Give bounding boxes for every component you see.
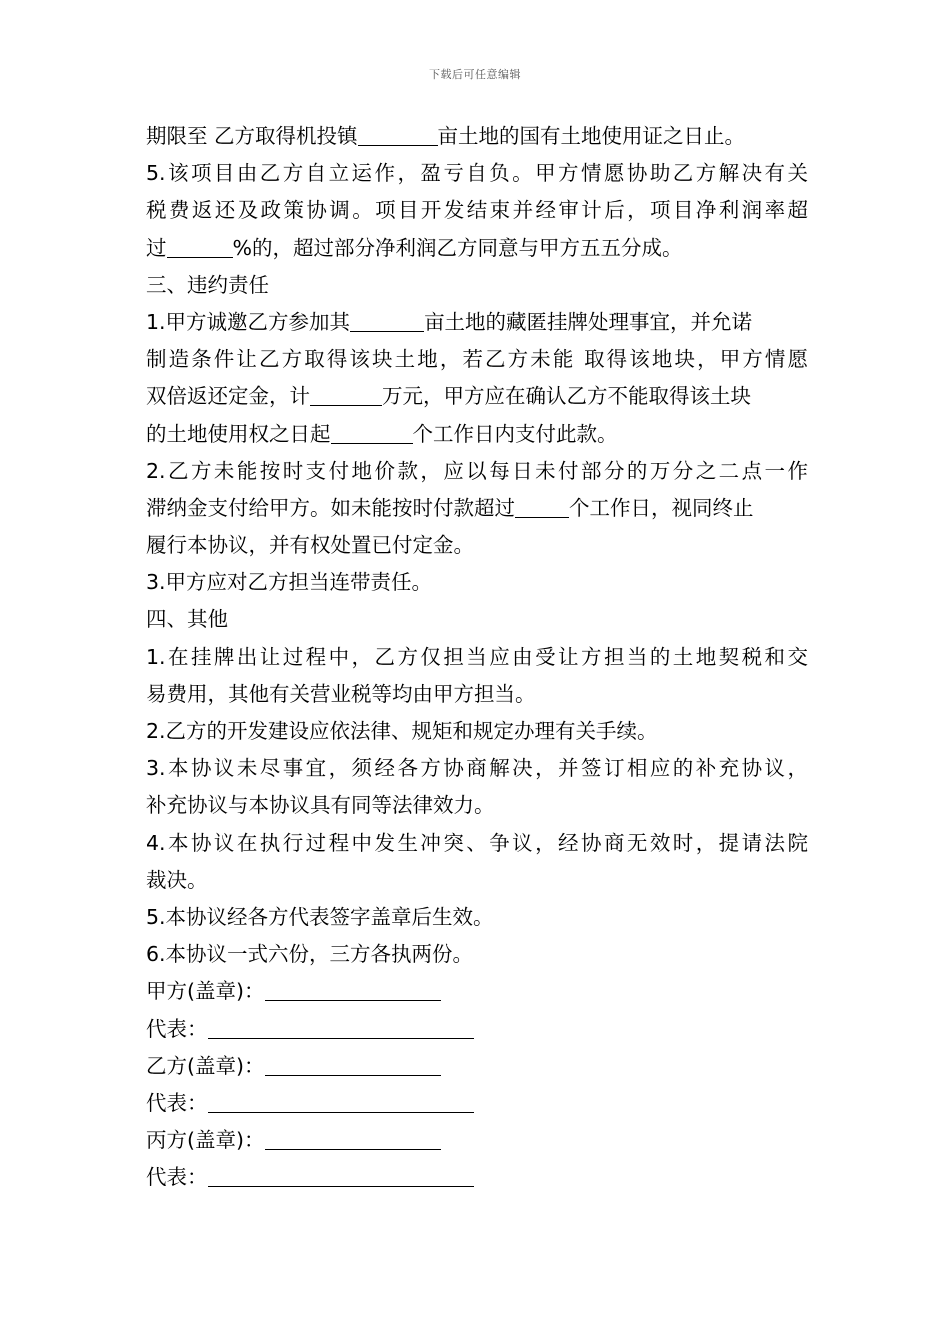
text-line: 履行本协议，并有权处置已付定金。 [146, 533, 474, 558]
fill-in-blank [515, 495, 569, 518]
signature-line-party-b [146, 1048, 808, 1085]
text-line [146, 118, 808, 155]
signature-blank [265, 978, 441, 1001]
line-text: 1.甲方诚邀乙方参加其 [146, 309, 351, 334]
signature-line-party-c [146, 1122, 808, 1159]
fill-in-blank [310, 383, 382, 406]
text-line: 制造条件让乙方取得该块土地，若乙方未能 取得该地块，甲方情愿 [146, 347, 808, 372]
page-header: 下载后可任意编辑 [429, 68, 521, 81]
line-text: 双倍返还定金，计 [146, 384, 310, 409]
text-line [146, 230, 808, 267]
text-line: 裁决。 [146, 867, 208, 892]
fill-in-blank [358, 123, 438, 146]
signature-label: 丙方(盖章)： [146, 1128, 265, 1153]
signature-line-rep-b [146, 1085, 808, 1122]
signature-blank [208, 1016, 474, 1039]
line-text: 个工作日，视同终止 [569, 495, 754, 520]
line-text: %的，超过部分净利润乙方同意与甲方五五分成。 [232, 235, 683, 260]
line-text: 亩土地的藏匿挂牌处理事宜，并允诺 [424, 309, 753, 334]
signature-blank [208, 1090, 474, 1113]
text-line: 6.本协议一式六份，三方各执两份。 [146, 942, 474, 967]
text-line: 2.乙方的开发建设应依法律、规矩和规定办理有关手续。 [146, 719, 658, 743]
text-line: 税费返还及政策协调。项目开发结束并经审计后，项目净利润率超 [146, 198, 808, 223]
signature-label: 甲方(盖章)： [146, 979, 265, 1004]
line-text: 个工作日内支付此款。 [412, 421, 618, 446]
text-line: 4.本协议在执行过程中发生冲突、争议，经协商无效时，提请法院 [146, 830, 808, 855]
signature-blank [208, 1164, 474, 1187]
text-line: 补充协议与本协议具有同等法律效力。 [146, 793, 495, 818]
section-heading: 四、其他 [146, 607, 228, 632]
fill-in-blank [331, 421, 413, 444]
line-text: 期限至 乙方取得机投镇 [146, 124, 358, 148]
text-line: 易费用，其他有关营业税等均由甲方担当。 [146, 681, 536, 706]
text-line [146, 416, 808, 453]
signature-line-rep-a [146, 1011, 808, 1048]
text-line [146, 304, 808, 341]
signature-blank [265, 1053, 441, 1076]
text-line: 5.该项目由乙方自立运作，盈亏自负。甲方情愿协助乙方解决有关 [146, 161, 808, 186]
text-line: 1.在挂牌出让过程中，乙方仅担当应由受让方担当的土地契税和交 [146, 644, 808, 669]
text-line [146, 490, 808, 527]
text-line: 3.甲方应对乙方担当连带责任。 [146, 570, 433, 595]
text-line: 5.本协议经各方代表签字盖章后生效。 [146, 904, 494, 929]
signature-blank [265, 1127, 441, 1150]
section-heading: 三、违约责任 [146, 272, 269, 297]
signature-label: 代表： [146, 1090, 208, 1115]
signature-label: 乙方(盖章)： [146, 1053, 265, 1078]
line-text: 的土地使用权之日起 [146, 421, 331, 446]
line-text: 滞纳金支付给甲方。如未能按时付款超过 [146, 495, 515, 520]
signature-label: 代表： [146, 1165, 208, 1190]
fill-in-blank [167, 235, 233, 258]
signature-label: 代表： [146, 1016, 208, 1041]
text-line: 3.本协议未尽事宜，须经各方协商解决，并签订相应的补充协议， [146, 756, 808, 781]
line-text: 过 [146, 235, 167, 260]
text-line [146, 378, 808, 415]
fill-in-blank [350, 309, 424, 332]
line-text: 万元，甲方应在确认乙方不能取得该土块 [382, 384, 751, 409]
text-line: 2.乙方未能按时支付地价款，应以每日未付部分的万分之二点一作 [146, 458, 808, 483]
document-body [146, 118, 808, 1196]
signature-line-rep-c [146, 1159, 808, 1196]
signature-line-party-a [146, 973, 808, 1010]
line-text: 亩土地的国有土地使用证之日止。 [437, 124, 746, 148]
